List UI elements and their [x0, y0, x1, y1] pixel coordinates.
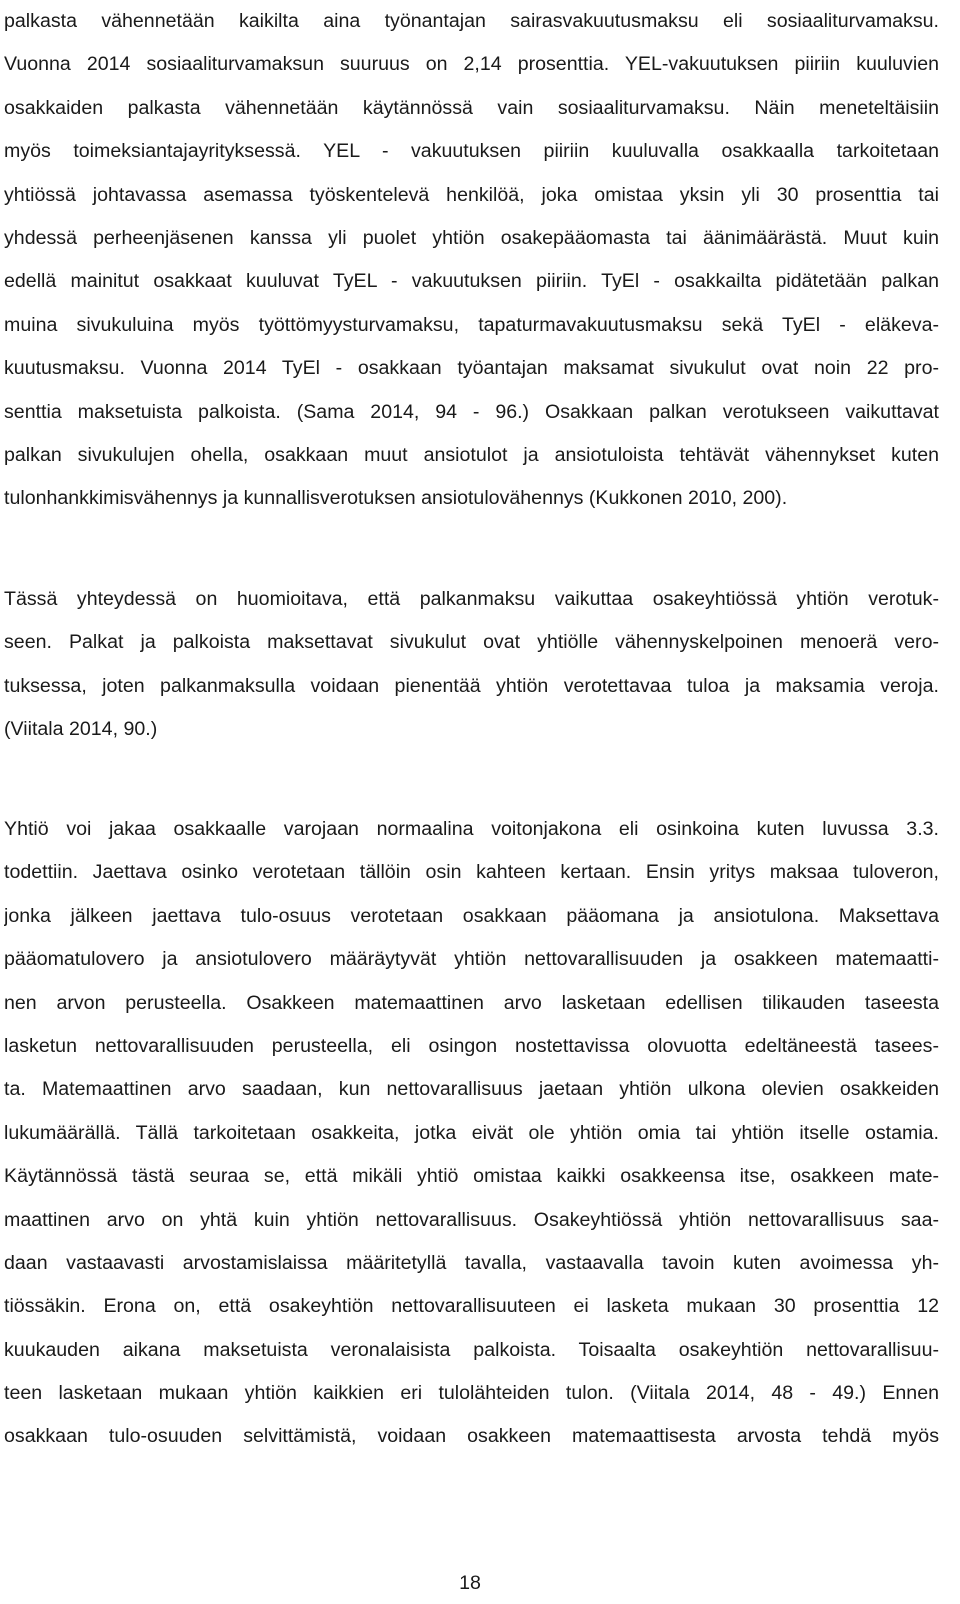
text-line: tiössäkin. Erona on, että osakeyhtiön nettovarallisuuteen ei lasketa mukaan 30 prosenttia 12: [4, 1295, 939, 1318]
text-line: tulonhankkimisvähennys ja kunnallisverotuksen ansiotulovähennys (Kukkonen 2010, 200).: [4, 487, 788, 510]
text-line: daan vastaavasti arvostamislaissa määritetyllä tavalla, vastaavalla tavoin kuten avoimessa yh-: [4, 1251, 939, 1274]
text-line: palkasta vähennetään kaikilta aina työnantajan sairasvakuutusmaksu eli sosiaaliturvamaksu.: [4, 10, 939, 32]
text-line: Tässä yhteydessä on huomioitava, että palkanmaksu vaikuttaa osakeyhtiössä yhtiön verotuk-: [4, 588, 939, 610]
text-line: (Viitala 2014, 90.): [4, 718, 158, 741]
text-line: Yhtiö voi jakaa osakkaalle varojaan normaalina voitonjakona eli osinkoina kuten luvussa 3.3.: [4, 818, 939, 840]
text-line: osakkaiden palkasta vähennetään käytännössä vain sosiaaliturvamaksu. Näin meneteltäisiin: [4, 96, 939, 119]
text-line: seen. Palkat ja palkoista maksettavat sivukulut ovat yhtiölle vähennyskelpoinen menoerä vero-: [4, 631, 939, 654]
text-line: myös toimeksiantajayrityksessä. YEL - vakuutuksen piiriin kuuluvalla osakkaalla tarkoitetaan: [4, 140, 939, 163]
text-line: edellä mainitut osakkaat kuuluvat TyEL - vakuutuksen piiriin. TyEl - osakkailta pidätetään palkan: [4, 270, 939, 293]
text-line: Vuonna 2014 sosiaaliturvamaksun suuruus on 2,14 prosenttia. YEL-vakuutuksen piiriin kuuluvien: [4, 53, 939, 76]
paragraph-salary-costs: [4, 0, 939, 521]
text-line: yhdessä perheenjäsenen kanssa yli puolet yhtiön osakepääomasta tai äänimäärästä. Muut kuin: [4, 226, 939, 249]
text-line: lasketun nettovarallisuuden perusteella, eli osingon nostettavissa olovuotta edeltäneestä tasees-: [4, 1034, 939, 1057]
text-line: kuukauden aikana maksetuista veronalaisista palkoista. Toisaalta osakeyhtiön nettovarallisuu-: [4, 1338, 939, 1361]
text-line: tuksessa, joten palkanmaksulla voidaan pienentää yhtiön verotettavaa tuloa ja maksamia veroja.: [4, 674, 939, 697]
text-line: nen arvon perusteella. Osakkeen matemaattinen arvo lasketaan edellisen tilikauden taseesta: [4, 991, 939, 1014]
text-line: palkan sivukulujen ohella, osakkaan muut ansiotulot ja ansiotuloista tehtävät vähennykset kuten: [4, 443, 939, 466]
text-line: muina sivukuluina myös työttömyysturvamaksu, tapaturmavakuutusmaksu sekä TyEl - eläkeva-: [4, 313, 939, 336]
text-line: jonka jälkeen jaettava tulo-osuus verotetaan osakkaan pääomana ja ansiotulona. Maksettava: [4, 904, 939, 927]
paragraph-company-taxation: [4, 578, 939, 752]
page-number: 18: [459, 1572, 481, 1594]
paragraph-dividends: [4, 808, 939, 1459]
text-line: osakkaan tulo-osuuden selvittämistä, voidaan osakkeen matemaattisesta arvosta tehdä myös: [4, 1425, 939, 1448]
text-line: senttia maksetuista palkoista. (Sama 2014, 94 - 96.) Osakkaan palkan verotukseen vaikuttavat: [4, 400, 939, 423]
text-line: Käytännössä tästä seuraa se, että mikäli yhtiö omistaa kaikki osakkeensa itse, osakkeen mate-: [4, 1165, 939, 1188]
text-line: teen lasketaan mukaan yhtiön kaikkien eri tulolähteiden tulon. (Viitala 2014, 48 - 49.) Ennen: [4, 1382, 939, 1405]
text-line: ta. Matemaattinen arvo saadaan, kun nettovarallisuus jaetaan yhtiön ulkona olevien osakkeiden: [4, 1078, 939, 1101]
text-line: yhtiössä johtavassa asemassa työskentelevä henkilöä, joka omistaa yksin yli 30 prosenttia tai: [4, 183, 939, 206]
text-line: lukumäärällä. Tällä tarkoitetaan osakkeita, jotka eivät ole yhtiön omia tai yhtiön itselle ostamia.: [4, 1121, 939, 1144]
text-line: maattinen arvo on yhtä kuin yhtiön nettovarallisuus. Osakeyhtiössä yhtiön nettovarallisuus saa-: [4, 1208, 939, 1231]
text-line: todettiin. Jaettava osinko verotetaan tällöin osin kahteen kertaan. Ensin yritys maksaa tuloveron,: [4, 861, 939, 884]
text-line: pääomatulovero ja ansiotulovero määräytyvät yhtiön nettovarallisuuden ja osakkeen matemaatti-: [4, 948, 939, 971]
text-line: kuutusmaksu. Vuonna 2014 TyEl - osakkaan työantajan maksamat sivukulut ovat noin 22 pro-: [4, 357, 939, 380]
